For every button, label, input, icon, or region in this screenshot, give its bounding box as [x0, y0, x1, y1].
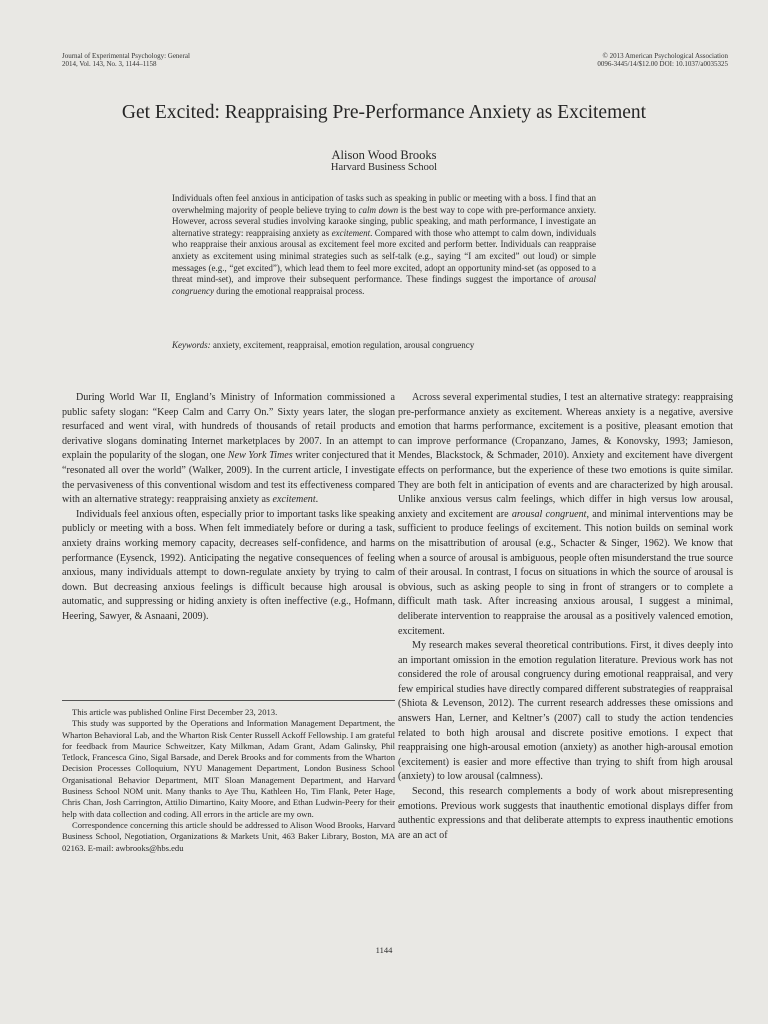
- page-number: 1144: [375, 945, 393, 955]
- author-affiliation: Harvard Business School: [330, 162, 438, 173]
- body-paragraph: Individuals feel anxious often, especially prior to important tasks like speaking publicly or meeting with a boss. When felt immediately before or during a task, anxiety drains working memory capacity, decreases self-confidence, and harms performance (Eysenck, 1992). Anticipating the negative consequences of feeling anxious, many individuals attempt to down-regulate anxiety by trying to calm down. But decreasing anxious feelings is difficult because high arousal is automatic, and suppressing or hiding anxiety is often ineffective (e.g., Hofmann, Heering, Sawyer, & Asnaani, 2009).: [62, 508, 395, 622]
- doi-line: 0096-3445/14/$12.00 DOI: 10.1037/a0035325: [597, 60, 728, 68]
- body-paragraph: My research makes several theoretical contributions. First, it dives deeply into an important omission in the emotion regulation literature. Previous work has not considered the role of arousal congruency during emotional reappraisal, and very few empirical studies have directly compared different substrategies of reappraisal (Shiota & Levenson, 2012). The current research addresses these omissions and answers Han, Lerner, and Keltner’s (2007) call to study the action tendencies related to both high arousal and discrete positive emotions. I expect that reappraising one high-arousal emotion (anxiety) as another high-arousal emotion (excitement) is easier and more effective than trying to shift from high arousal (anxiety) to low arousal (calmness).: [398, 640, 733, 783]
- keywords-label: Keywords:: [172, 340, 211, 350]
- journal-volume: 2014, Vol. 143, No. 3, 1144–1158: [62, 60, 157, 68]
- keywords: [172, 340, 596, 350]
- right-column: [398, 391, 733, 843]
- journal-citation: [62, 52, 190, 68]
- keywords-list: anxiety, excitement, reappraisal, emotion regulation, arousal congruency: [210, 340, 475, 350]
- footnote-divider: [62, 700, 395, 701]
- footnote-acknowledgments: This study was supported by the Operations and Information Management Department, the Wharton Behavioral Lab, and the Wharton Risk Center Russell Ackoff Fellowship. I am grateful for feedback from Maurice Schweitzer, Katy Milkman, Adam Grant, Adam Galinsky, Phil Tetlock, Francesca Gino, Sigal Barsade, and Derek Brooks and for comments from the Wharton Decision Processes Colloquium, NYU Management Department, London Business School Organisational Behavior Department, MIT Sloan Management Department, and Harvard Business School NOM unit. Many thanks to Aye Thu, Kathleen Ho, Tim Flank, Peter Hage, Chris Chan, Josh Carrington, Attilio Dimartino, Kaity Moore, and Ethan Ludwin-Peery for their help with data collection and coding. All errors in the article are my own.: [62, 718, 395, 819]
- abstract: Individuals often feel anxious in anticipation of tasks such as speaking in public or meeting with a boss. I find that an overwhelming majority of people believe trying to calm down is the best way to cope with pre-performance anxiety. However, across several studies involving karaoke singing, public speaking, and math performance, I investigate an alternative strategy: reappraising anxiety as excitement. Compared with those who attempt to calm down, individuals who reappraise their anxious arousal as excitement feel more excited and perform better. Individuals can reappraise anxiety as excitement using minimal strategies such as self-talk (e.g., saying “I am excited” out loud) or simple messages (e.g., “get excited”), which lead them to feel more excited, adopt an opportunity mind-set (as opposed to a threat mind-set), and improve their subsequent performance. These findings suggest the importance of arousal congruency during the emotional reappraisal process.: [172, 193, 597, 296]
- body-paragraph: During World War II, England’s Ministry of Information commissioned a public safety slogan: “Keep Calm and Carry On.” Sixty years later, the slogan resurfaced and went viral, with hundreds of thousands of retail products and derivative slogans dominating Internet marketplaces by 2007. In an attempt to explain the popularity of the slogan, one New York Times writer conjectured that it “resonated all over the world” (Walker, 2009). In the current article, I investigate the pervasiveness of this conventional wisdom and test its effectiveness compared with an alternative strategy: reappraising anxiety as excitement.: [62, 392, 395, 506]
- author-name: Alison Wood Brooks: [331, 148, 437, 162]
- article-title: Get Excited: Reappraising Pre-Performance Anxiety as Excitement: [121, 102, 647, 123]
- footnotes: [62, 707, 395, 854]
- footnote-correspondence: Correspondence concerning this article should be addressed to Alison Wood Brooks, Harvard Business School, Negotiation, Organizations & Markets Unit, 463 Baker Library, Boston, MA 02163. E-mail: awbrooks@hbs.edu: [62, 819, 395, 853]
- journal-name: Journal of Experimental Psychology: General: [62, 52, 190, 60]
- body-paragraph: Second, this research complements a body of work about misrepresenting emotions. Previous work suggests that inauthentic emotional displays differ from authentic expressions and that deliberate attempts to express inauthentic emotions are an act of: [398, 786, 733, 841]
- footnote-publication: This article was published Online First December 23, 2013.: [72, 707, 278, 717]
- copyright-notice: [597, 52, 728, 68]
- copyright-line: © 2013 American Psychological Association: [602, 52, 728, 60]
- left-column: [62, 391, 395, 625]
- body-paragraph: Across several experimental studies, I test an alternative strategy: reappraising pre-performance anxiety as excitement. Whereas anxiety is a negative, aversive emotion that harms performance, excitement is a positive, pleasant emotion that can improve performance (Cropanzano, James, & Konovsky, 1993; Jamieson, Mendes, Blackstock, & Schmader, 2010). Anxiety and excitement have divergent effects on performance, but the experience of these two emotions is quite similar. They are both felt in anticipation of events and are characterized by high arousal. Unlike anxious versus calm feelings, which differ in high versus low arousal, anxiety and excitement are arousal congruent, and minimal interventions may be sufficient to produce feelings of excitement. This notion builds on seminal work on the misattribution of arousal (e.g., Schacter & Singer, 1962). We know that when a source of arousal is ambiguous, people often misunderstand the true source of their arousal. In contrast, I focus on situations in which the source of arousal is obvious, such as asking people to sing in front of strangers or to complete a difficult math task. After increasing anxious arousal, I suggest a minimal, deliberate intervention to reappraise the arousal as a positively valenced emotion, excitement.: [398, 392, 733, 637]
